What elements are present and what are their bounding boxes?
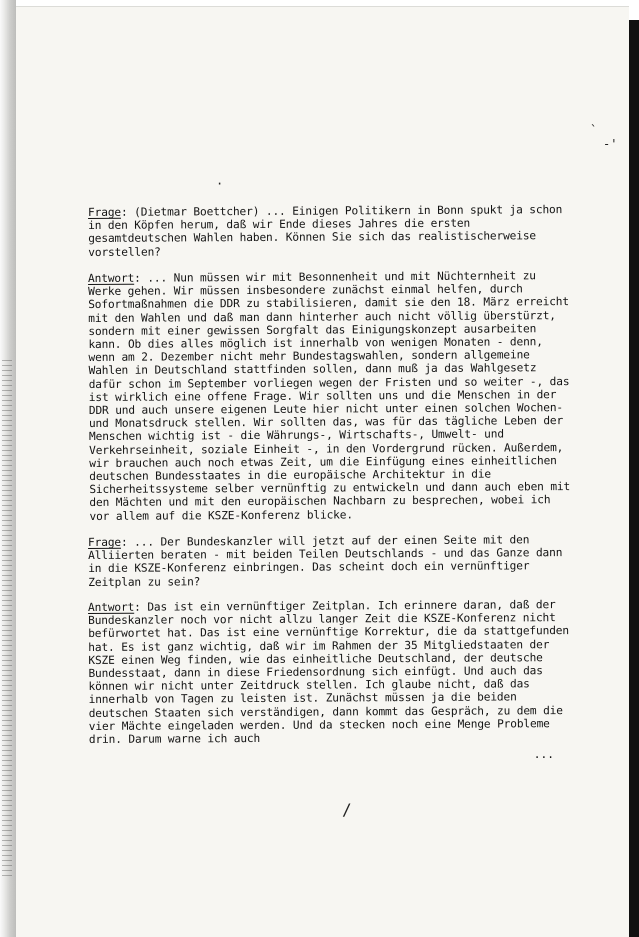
speaker-label: Antwort [88, 271, 135, 285]
scan-speckle [2, 360, 12, 880]
paragraph-text: : ... Nun müssen wir mit Besonnenheit und mit Nüchternheit zu Werke gehen. Wir müssen insbesondere zunächst einmal helfen, durch Sofortmaßnahmen die DDR zu stabilisieren, damit sie den 18. März erreicht mit den Wahlen und daß man dann hinterher auch nicht völlig überstürzt, sondern mit einer gewissen Sorgfalt das Einigungskonzept ausarbeiten kann. Ob dies alles möglich ist innerhalb von wenigen Monaten - denn, wenn am 2. Dezember nicht mehr Bundestagswahlen, sondern allgemeine Wahlen in Deutschland stattfinden sollen, dann muß ja das Wahlgesetz dafür schon im September vorliegen wegen der Fristen und so weiter -, das ist wirklich eine offene Frage. Wir sollten uns und die Menschen in der DDR und auch unsere eigenen Leute hier nicht unter einen solchen Wochen- und Monatsdruck stellen. Wir sollten das, was für das tägliche Leben der Menschen wichtig ist - die Währungs-, Wirtschafts-, Umwelt- und Verkehrseinheit, soziale Einheit -, in den Vordergrund rücken. Außerdem, wir brauchen auch noch etwas Zeit, um die Einfügung eines einheitlichen deutschen Bundesstaates in die europäische Architektur in die Sicherheitssysteme selber vernünftig zu entwickeln und dann auch eben mit den Mächten und mit den europäischen Nachbarn zu besprechen, wobei ich vor allem auf die KSZE-Konferenz blicke. [88, 269, 577, 523]
answer-paragraph [88, 598, 576, 747]
scan-right-edge-top [629, 0, 639, 20]
question-paragraph [88, 533, 572, 589]
scan-speck: · [216, 177, 224, 191]
answer-paragraph [88, 269, 577, 523]
paragraph-text: : Das ist ein vernünftiger Zeitplan. Ich erinnere daran, daß der Bundeskanzler noch vor nicht allzu langer Zeit die KSZE-Konferenz nicht befürwortet hat. Das ist eine vernünftige Korrektur, die da stattgefunden hat. Es ist ganz wichtig, daß wir im Rahmen der 35 Mitgliedstaaten der KSZE einen Weg finden, wie das einheitliche Deutschland, der deutsche Bundesstaat, dann in diese Friedensordnung sich einfügt. Und auch das können wir nicht unter Zeitdruck stellen. Ich glaube nicht, daß das innerhalb von Tagen zu leisten ist. Zunächst müssen ja die beiden deutschen Staaten sich verständigen, dann kommt das Gespräch, zu dem die vier Mächte eingeladen werden. Und da stecken noch eine Menge Probleme drin. Darum warne ich auch [88, 598, 576, 747]
speaker-label: Antwort [88, 601, 135, 615]
speaker-label: Frage [88, 205, 122, 219]
scan-speck: -' [603, 137, 618, 151]
paragraph-text: : (Dietmar Boettcher) ... Einigen Politikern in Bonn spukt ja schon in den Köpfen herum, daß wir Ende dieses Jahres die ersten gesamtdeutschen Wahlen haben. Können Sie sich das realistischerweise vorstellen? [88, 203, 569, 259]
question-paragraph [88, 203, 572, 259]
continuation-marker: ... [533, 747, 554, 761]
scan-top-edge [16, 0, 639, 7]
scan-right-edge [629, 0, 639, 937]
scan-speck: ` [590, 123, 598, 137]
pen-stroke-mark: / [342, 800, 352, 819]
transcript-body [88, 203, 577, 761]
paragraph-text: : ... Der Bundeskanzler will jetzt auf der einen Seite mit den Alliierten beraten - mit beiden Teilen Deutschlands - und das Ganze dann in die KSZE-Konferenz einbringen. Das scheint doch ein vernünftiger Zeitplan zu sein? [88, 532, 569, 589]
speaker-label: Frage [88, 535, 122, 549]
